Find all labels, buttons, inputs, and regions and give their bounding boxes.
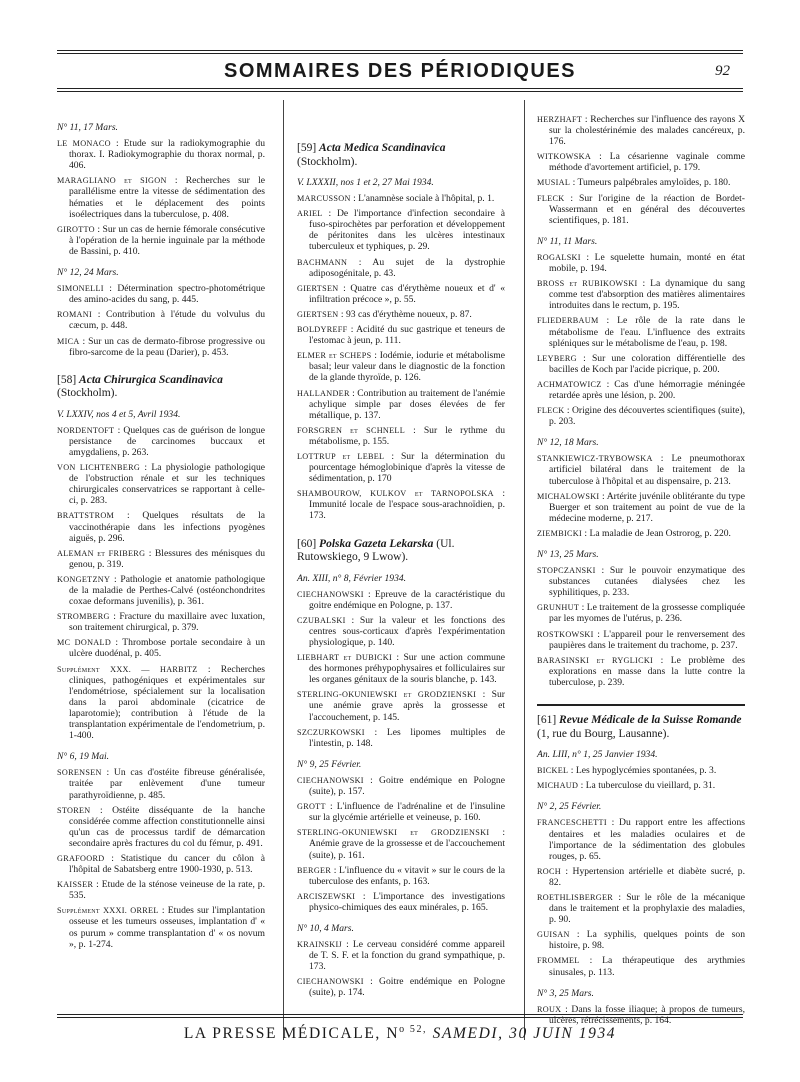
article-entry [297, 488, 505, 521]
column-left [57, 118, 265, 954]
column-middle [297, 126, 505, 1003]
article-entry [297, 388, 505, 421]
journal-title: Acta Medica Scandinavica [319, 142, 446, 154]
article-author: GRUNHUT [537, 603, 580, 613]
article-entry [57, 309, 265, 331]
article-entry [297, 615, 505, 648]
issue-heading: N° 12, 18 Mars. [537, 437, 599, 449]
article-entry [297, 350, 505, 383]
page-title: SOMMAIRES DES PÉRIODIQUES [224, 60, 576, 82]
article-entry [537, 817, 745, 861]
issue-heading: V. LXXIV, nos 4 et 5, Avril 1934. [57, 408, 181, 420]
article-author: LOTTRUP et LEBEL [297, 451, 385, 461]
article-author: GIERTSEN [297, 283, 339, 293]
article-entry [297, 283, 505, 305]
article-author: MICHAUD [537, 781, 579, 791]
article-title: : Epreuve de la caractéristique du goitre endémique en Pologne, p. 137. [309, 588, 505, 611]
issue-heading: N° 13, 25 Mars. [537, 549, 599, 560]
article-title: : Les hypoglycémies spontanées, p. 3. [570, 765, 717, 777]
article-author: ARCISZEWSKI [297, 891, 356, 901]
article-entry [297, 976, 505, 998]
article-title: : Dans la fosse iliaque; à propos de tumeurs, ulcères, rétrécissements, p. 164. [549, 1003, 746, 1026]
article-author: GUISAN [537, 930, 570, 940]
article-entry [537, 453, 745, 486]
article-entry [57, 510, 265, 543]
article-author: NORDENTOFT [57, 425, 115, 435]
article-author: GRAFOORD [57, 853, 105, 863]
issue-heading: An. LIII, n° 1, 25 Janvier 1934. [537, 749, 658, 761]
article-entry [57, 611, 265, 633]
journal-number: [59] [297, 142, 317, 154]
article-title: : Anémie grave de la grossesse et de l'accouchement (suite), p. 161. [309, 827, 505, 861]
article-author: MARAGLIANO et SIGON [57, 176, 167, 186]
article-entry [297, 801, 505, 823]
journal-title: Acta Chirurgica Scandinavica [79, 373, 223, 386]
article-title: : Recherches cliniques, pathogéniques et expérimentales sur l'endométriose, spécialement sur la localisation dans la paroi abdominale (cicatrice de laparotomie); contribution à l'étude de la transplantation expérimentale de l'endometrium, p. 1-400. [69, 663, 265, 742]
article-title: : Le problème des explorations en masse dans la lutte contre la tuberculose, p. 239. [549, 654, 745, 688]
article-author: KAISSER [57, 880, 94, 890]
journal-number: [58] [57, 373, 77, 386]
article-title: : Etudes sur l'implantation osseuse et les tumeurs osseuses, implantation d' « os purum » comme transplantation d' « os novum », p. 1-274. [69, 905, 265, 950]
article-author: ROUX [537, 1004, 562, 1014]
article-entry [537, 177, 745, 188]
article-entry [537, 491, 745, 524]
journal-number: [61] [537, 714, 557, 727]
article-entry [537, 278, 745, 311]
article-entry [57, 336, 265, 358]
article-author: LEYBERG [537, 353, 577, 363]
header-rule-inner [57, 91, 743, 92]
article-entry [297, 939, 505, 972]
article-author: SHAMBOUROW, KULKOV et TARNOPOLSKA [297, 489, 494, 499]
footer-rule [57, 1014, 743, 1015]
article-author: HERZHAFT [537, 115, 583, 124]
issue-heading: N° 10, 4 Mars. [297, 922, 354, 934]
article-title: : Etude sur la radiokymographie du thorax. I. Radiokymographie du thorax normal, p. 406. [69, 138, 265, 172]
article-title: : La thérapeutique des arythmies sinusales, p. 113. [549, 955, 745, 978]
article-title: : Sur la détermination du pourcentage hémoglobinique d'après la vitesse de sédimentation, p. 170 [309, 450, 505, 485]
article-title: : L'influence du « vitavit » sur le cours de la tuberculose des enfants, p. 163. [309, 864, 505, 887]
article-author: STOPCZANSKI [537, 566, 596, 576]
article-title: : Le traitement de la grossesse compliquée par les myomes de l'utérus, p. 236. [549, 602, 745, 625]
article-author: KRAINSKIJ [297, 940, 343, 950]
column-divider [283, 100, 284, 1040]
article-title: : Le rôle de la rate dans le métabolisme de l'eau. L'influence des extraits spléniques sur le métabolisme de l'eau, p. 198. [549, 315, 745, 349]
article-title: : Quelques cas de guérison de longue persistance de carcinomes buccaux et amygdaliens, p. 263. [69, 424, 265, 458]
article-entry [537, 252, 745, 274]
article-author: FRANCESCHETTI [537, 818, 607, 828]
article-title: : Iodémie, iodurie et métabolisme basal; leur valeur dans le diagnostic de la fonction de la glande thyroïde, p. 126. [309, 350, 505, 384]
issue-heading: N° 12, 24 Mars. [57, 267, 119, 279]
article-title: : L'importance des investigations physico-chimiques des eaux minérales, p. 165. [309, 890, 505, 913]
article-entry [57, 462, 265, 506]
article-entry [537, 405, 745, 427]
article-entry [537, 114, 745, 147]
article-title: : Fracture du maxillaire avec luxation, son traitement chirurgical, p. 379. [69, 611, 265, 634]
article-author: ALEMAN et FRIBERG [57, 548, 146, 558]
page-footer [0, 1024, 800, 1043]
article-entry [537, 565, 745, 598]
article-author: MC DONALD [57, 638, 112, 648]
article-title: : Statistique du cancer du côlon à l'hôpital de Sabatsberg entre 1900-1930, p. 513. [69, 852, 265, 876]
article-entry [57, 138, 265, 171]
article-author: STERLING-OKUNIEWSKI et GRODZIENSKI [297, 690, 477, 700]
journal-address: (1, rue du Bourg, Lausanne). [537, 727, 670, 740]
article-author: SORENSEN [57, 768, 102, 778]
issue-heading: N° 11, 11 Mars. [537, 235, 598, 247]
article-entry [57, 879, 265, 901]
article-title: : Détermination spectro-photométrique des amino-acides du sang, p. 445. [69, 283, 265, 306]
article-entry [537, 315, 745, 348]
article-entry [57, 574, 265, 607]
article-title: : De l'importance d'infection secondaire à fuso-spirochètes par perforation et développement de péritonites dans les ulcères intestinaux tuberculeux et typhiques, p. 29. [309, 208, 505, 253]
article-entry [537, 602, 745, 624]
article-entry [297, 775, 505, 797]
article-title: : Ostéite disséquante de la hanche considérée comme affection constitutionnelle ainsi qu'un cas de processus tardif de démarcation secondaire après fractures du col du fémur, p. 491. [69, 804, 265, 849]
article-entry [537, 655, 745, 688]
article-entry [297, 652, 505, 685]
article-entry [57, 767, 265, 800]
journal-number: [60] [297, 537, 317, 550]
article-author: FLIEDERBAUM [537, 316, 599, 326]
article-author: STERLING-OKUNIEWSKI et GRODZIENSKI [297, 828, 490, 838]
article-title: : Recherches sur l'influence des rayons X sur la cholestérinémie des malades cancéreux, p. 176. [549, 114, 746, 148]
header-rule [57, 88, 743, 89]
article-entry [537, 379, 745, 401]
article-author: STANKIEWICZ-TRYBOWSKA [537, 454, 653, 464]
article-author: Supplément XXX. — HARBITZ [57, 664, 198, 674]
article-title: : Immunité locale de l'espace sous-arachnoïdien, p. 173. [309, 488, 505, 522]
article-title: : La dynamique du sang comme test d'absorption des matières alimentaires introduites dans le rectum, p. 195. [549, 278, 746, 312]
footer-journal: LA PRESSE MÉDICALE, N [183, 1025, 400, 1043]
article-author: BRATTSTROM [57, 511, 115, 521]
article-title: : 93 cas d'érythème noueux, p. 87. [340, 308, 472, 320]
article-author: SZCZURKOWSKI [297, 727, 365, 737]
article-title: : L'influence de l'adrénaline et de l'insuline sur la glycémie artérielle et veineuse, p. 160. [309, 801, 505, 824]
article-entry [297, 257, 505, 279]
journal-heading [297, 538, 505, 565]
article-author: MARCUSSON [297, 194, 351, 204]
article-title: : Sur un cas de hernie fémorale consécutive à l'opération de la hernie inguinale par la méthode de Bassini, p. 410. [69, 223, 265, 257]
article-author: CIECHANOWSKI [297, 589, 364, 599]
article-entry [297, 727, 505, 749]
article-author: STROMBERG [57, 612, 110, 622]
article-title: : La tuberculose du vieillard, p. 31. [580, 780, 716, 792]
article-entry [57, 224, 265, 257]
article-author: BOLDYREFF [297, 325, 348, 335]
article-entry [297, 589, 505, 611]
article-title: : Acidité du suc gastrique et teneurs de l'estomac à jeun, p. 111. [309, 324, 505, 347]
article-author: FROMMEL [537, 956, 580, 966]
article-title: : Sur l'origine de la réaction de Bordet-Wassermann et en général des découvertes scientifiques, p. 181. [549, 192, 745, 226]
article-author: BARASINSKI et RYGLICKI [537, 655, 654, 665]
article-title: : Les lipomes multiples de l'intestin, p. 148. [309, 726, 505, 749]
article-title: : Goitre endémique en Pologne (suite), p. 157. [309, 774, 505, 798]
footer-rule-inner [57, 1017, 743, 1018]
article-author: HALLANDER [297, 388, 350, 398]
issue-heading: N° 2, 25 Février. [537, 801, 602, 813]
article-author: CZUBALSKI [297, 615, 346, 625]
article-entry [537, 866, 745, 888]
issue-heading: N° 6, 19 Mai. [57, 751, 110, 763]
article-author: ACHMATOWICZ [537, 379, 602, 389]
article-entry [297, 193, 505, 204]
article-entry [57, 175, 265, 219]
journal-heading [297, 142, 505, 169]
article-title: : Blessures des ménisques du genou, p. 319. [69, 547, 265, 570]
article-entry [537, 929, 745, 951]
article-title: : La physiologie pathologique de l'obstruction rénale et sur les techniques chirurgicales conservatrices se rapportant à celle-ci, p. 283. [69, 462, 265, 507]
article-author: GROTT [297, 802, 326, 812]
article-author: MICHALOWSKI [537, 491, 600, 501]
article-author: WITKOWSKA [537, 152, 592, 162]
article-author: CIECHANOWSKI [297, 977, 364, 987]
journal-address: (Stockholm). [297, 155, 358, 168]
journal-title: Polska Gazeta Lekarska [319, 537, 434, 550]
article-entry [537, 780, 745, 791]
article-entry [297, 891, 505, 913]
article-entry [297, 425, 505, 447]
article-title: : Thrombose portale secondaire à un ulcère duodénal, p. 405. [69, 637, 265, 660]
article-author: GIERTSEN [297, 309, 339, 319]
article-entry [57, 805, 265, 849]
article-title: : La syphilis, quelques points de son histoire, p. 98. [549, 929, 745, 952]
article-entry [57, 548, 265, 570]
journal-address: (Stockholm). [57, 387, 118, 400]
article-author: STOREN [57, 805, 91, 815]
article-entry [537, 193, 745, 226]
article-entry [57, 853, 265, 875]
article-title: : Le squelette humain, monté en état mobile, p. 194. [549, 251, 745, 275]
article-title: : Sur une anémie grave après la grossesse et l'accouchement, p. 145. [309, 689, 505, 723]
issue-heading: N° 9, 25 Février. [297, 758, 362, 770]
article-title: : Quelques résultats de la vaccinothérapie dans les infections pyogènes aiguës, p. 296. [69, 510, 265, 544]
article-author: ROGALSKI [537, 252, 581, 262]
article-entry [297, 309, 505, 320]
article-author: MUSIAL [537, 178, 571, 188]
article-title: : L'anamnèse sociale à l'hôpital, p. 1. [353, 193, 495, 205]
article-title: : Contribution au traitement de l'anémie achylique simple par doses élevées de fer métallique, p. 137. [309, 387, 505, 421]
article-author: Supplément XXXI. ORREL [57, 906, 159, 916]
article-title: : Sur le rythme du métabolisme, p. 155. [309, 424, 505, 447]
article-entry [57, 637, 265, 659]
article-entry [537, 629, 745, 651]
article-title: : Contribution à l'étude du volvulus du cæcum, p. 448. [69, 309, 265, 332]
article-entry [57, 905, 265, 949]
article-author: BACHMANN [297, 257, 348, 267]
article-title: : Au sujet de la dystrophie adiposogénitale, p. 43. [309, 256, 505, 279]
article-entry [297, 865, 505, 887]
article-title: : La maladie de Jean Ostrorog, p. 220. [584, 527, 731, 539]
journal-heading [537, 704, 745, 741]
column-right [537, 114, 745, 1030]
article-author: SIMONELLI [57, 284, 104, 294]
article-entry [537, 528, 745, 539]
page-number: 92 [715, 63, 730, 79]
article-author: ROETHLISBERGER [537, 892, 614, 902]
article-author: VON LICHTENBERG [57, 463, 141, 473]
article-title: : Recherches sur le parallélisme entre la vitesse de sédimentation des hématies et le déplacement des points isoélectriques dans la tuberculose, p. 408. [69, 175, 265, 220]
article-title: : Un cas d'ostéite fibreuse généralisée, traitée par enlèvement d'une tumeur parathyroïdienne, p. 485. [69, 767, 265, 801]
article-entry [537, 892, 745, 925]
footer-number: o 52, [399, 1024, 428, 1035]
article-title: : Origine des découvertes scientifiques (suite), p. 203. [549, 405, 745, 428]
article-author: LE MONACO [57, 139, 111, 149]
article-title: : Artérite juvénile oblitérante du type Buerger et son traitement au point de vue de la médecine moderne, p. 217. [549, 490, 745, 524]
journal-title: Revue Médicale de la Suisse Romande [559, 714, 742, 727]
article-title: : Hypertension artérielle et diabète sucré, p. 82. [549, 865, 745, 888]
article-title: : Quatre cas d'érythème noueux et d' « infiltration précoce », p. 55. [309, 282, 505, 305]
top-rule-inner [57, 53, 743, 54]
article-author: GIROTTO [57, 224, 95, 234]
article-entry [297, 689, 505, 722]
article-title: : Sur le pouvoir enzymatique des substances cutanées dialysées chez les syphilitiques, p. 233. [549, 565, 745, 599]
article-author: FORSGREN et SCHNELL [297, 425, 406, 435]
article-title: : Pathologie et anatomie pathologique de la maladie de Perthes-Calvé (ostéonchondrites coxae deformans juvenilis), p. 361. [69, 573, 265, 608]
article-author: ARIEL [297, 209, 323, 219]
issue-heading: V. LXXXII, nos 1 et 2, 27 Mai 1934. [297, 177, 434, 188]
article-author: FLECK [537, 406, 565, 416]
article-entry [537, 151, 745, 173]
article-author: BROSS et RUBIKOWSKI [537, 279, 638, 289]
article-author: MICA [57, 336, 80, 346]
issue-heading: N° 3, 25 Mars. [537, 987, 594, 999]
column-divider [524, 100, 525, 1040]
article-title: : Etude de la sténose veineuse de la rate, p. 535. [69, 879, 265, 902]
article-title: : Tumeurs palpébrales amyloïdes, p. 180. [572, 177, 731, 189]
article-entry [537, 765, 745, 776]
article-author: CIECHANOWSKI [297, 775, 364, 785]
article-author: ROSTKOWSKI [537, 629, 594, 639]
article-title: : La césarienne vaginale comme méthode d'avortement artificiel, p. 179. [549, 151, 745, 174]
article-entry [297, 324, 505, 346]
top-rule [57, 50, 743, 51]
issue-heading: N° 11, 17 Mars. [57, 122, 118, 133]
article-author: KONGETZNY [57, 574, 111, 584]
article-title: : Sur le rôle de la mécanique dans le traitement et la prophylaxie des maladies, p. 90. [549, 891, 745, 926]
issue-heading: An. XIII, n° 8, Février 1934. [297, 572, 407, 584]
article-title: : Goitre endémique en Pologne (suite), p. 174. [309, 976, 505, 999]
article-author: ZIEMBICKI [537, 528, 582, 538]
article-title: : Sur un cas de dermato-fibrose progressive ou fibro-sarcome de la peau (Darier), p. 453. [69, 335, 265, 358]
article-author: ROMANI [57, 310, 93, 320]
article-title: : Le cerveau considéré comme appareil de T. S. F. et la fonction du grand sympathique, p. 173. [309, 939, 505, 973]
article-entry [297, 827, 505, 860]
article-entry [297, 451, 505, 484]
journal-heading [57, 374, 265, 401]
journal-address: (Ul. Rutowskiego, 9 Lwow). [297, 537, 455, 564]
article-entry [297, 208, 505, 252]
article-title: : Sur une coloration différentielle des bacilles de Koch par l'acide picrique, p. 200. [549, 352, 745, 375]
article-entry [57, 283, 265, 305]
article-author: BICKEL [537, 766, 569, 776]
article-title: : Sur la valeur et les fonctions des centres sous-corticaux d'après l'expérimentation physiologique, p. 140. [309, 614, 505, 648]
article-author: ELMER et SCHEPS [297, 351, 372, 361]
article-entry [537, 955, 745, 977]
footer-date: SAMEDI, 30 JUIN 1934 [432, 1025, 617, 1043]
article-author: BERGER [297, 865, 332, 875]
article-author: FLECK [537, 193, 565, 203]
article-title: : Du rapport entre les affections dentaires et les maladies oculaires et de l'importance de la sédimentation des globules rouges, p. 65. [549, 817, 745, 862]
article-title: : Cas d'une hémorragie méningée retardée après une lésion, p. 200. [549, 378, 745, 401]
article-entry [57, 664, 265, 742]
article-title: : Le pneumothorax artificiel bilatéral dans le traitement de la tuberculose à l'hôpital et au dispensaire, p. 213. [549, 453, 745, 487]
article-author: ROCH [537, 866, 561, 876]
article-author: LIEBHART et DUBICKI [297, 653, 393, 663]
article-title: : L'appareil pour le renversement des paupières dans le traitement du trachome, p. 237. [549, 628, 745, 651]
article-entry [537, 353, 745, 375]
article-title: : Sur une action commune des hormones préhypophysaires et folliculaires sur les organes génitaux de la souris blanche, p. 143. [309, 652, 506, 686]
article-entry [57, 425, 265, 458]
